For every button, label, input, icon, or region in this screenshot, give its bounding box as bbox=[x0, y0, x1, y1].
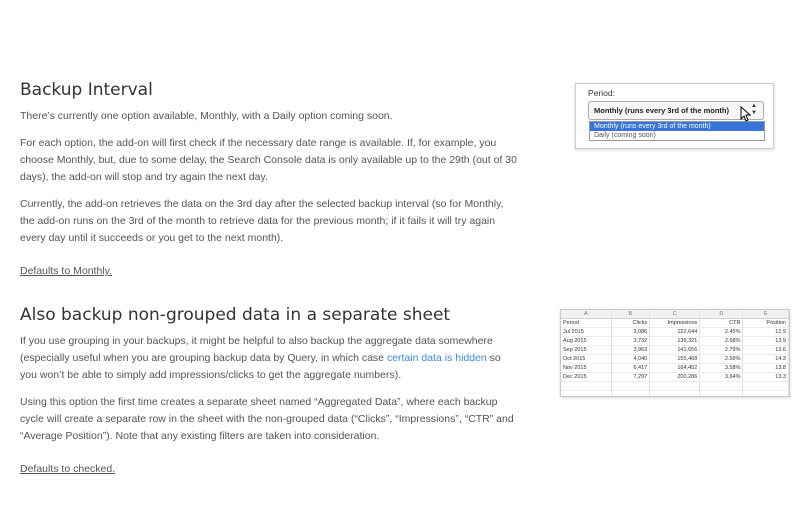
table-cell: 3.64% bbox=[700, 373, 743, 382]
backup-interval-paragraph: For each option, the add-on will first check if the necessary date range is available. If, for example, you choose Monthly, but, due to some delay, the Search Console data is only available up to the 29th (out of 30 days), the add-on will stop and try again the next day. bbox=[20, 137, 517, 183]
table-cell: 13.9 bbox=[743, 337, 789, 346]
table-row bbox=[561, 346, 789, 355]
text-span: so you won’t be able to simply add impressions/clicks to get the aggregate numbers). bbox=[20, 352, 501, 381]
column-letter: D bbox=[700, 310, 743, 319]
table-cell: 139,321 bbox=[650, 337, 700, 346]
table-cell: 3.58% bbox=[700, 364, 743, 373]
backup-interval-paragraph: There’s currently one option available, Monthly, with a Daily option coming soon. bbox=[20, 110, 393, 122]
table-row bbox=[561, 364, 789, 373]
backup-interval-default: Defaults to Monthly. bbox=[20, 265, 113, 277]
table-cell: 2.45% bbox=[700, 328, 743, 337]
header-cell: Clicks bbox=[611, 319, 650, 328]
table-cell: 164,452 bbox=[650, 364, 700, 373]
aggregated-data-sheet-screenshot bbox=[560, 309, 790, 397]
table-row bbox=[561, 373, 789, 382]
table-cell: Aug 2015 bbox=[561, 337, 611, 346]
period-option-daily[interactable]: Daily (coming soon) bbox=[594, 132, 656, 139]
header-cell: CTR bbox=[700, 319, 743, 328]
period-label: Period: bbox=[588, 88, 615, 98]
table-cell: 6,417 bbox=[611, 364, 650, 373]
table-row bbox=[561, 355, 789, 364]
table-cell: 155,468 bbox=[650, 355, 700, 364]
column-letters-row bbox=[561, 310, 789, 319]
empty-row bbox=[561, 391, 789, 398]
period-options-list bbox=[589, 121, 765, 141]
backup-interval-section bbox=[20, 80, 520, 290]
table-cell: 3,086 bbox=[611, 328, 650, 337]
table-cell: 2.68% bbox=[700, 337, 743, 346]
table-cell: 13.3 bbox=[743, 373, 789, 382]
table-cell: 12.9 bbox=[743, 328, 789, 337]
table-cell: 3,732 bbox=[611, 337, 650, 346]
table-cell: 13.6 bbox=[743, 346, 789, 355]
table-cell: 14.3 bbox=[743, 355, 789, 364]
table-cell: Nov 2015 bbox=[561, 364, 611, 373]
non-grouped-section bbox=[20, 305, 520, 488]
table-cell: 3,963 bbox=[611, 346, 650, 355]
table-cell: Dec 2015 bbox=[561, 373, 611, 382]
table-cell: 200,286 bbox=[650, 373, 700, 382]
table-cell: 2.79% bbox=[700, 346, 743, 355]
period-option-monthly[interactable]: Monthly (runs every 3rd of the month) bbox=[590, 122, 764, 131]
table-cell: 13.8 bbox=[743, 364, 789, 373]
select-arrows-icon: ▲ ▼ bbox=[751, 103, 757, 116]
column-letter: E bbox=[743, 310, 789, 319]
non-grouped-paragraph: Using this option the first time creates a separate sheet named “Aggregated Data”, where each backup cycle will create a separate row in the sheet with the non-grouped data (“Clicks”, “Impressions”, “CTR” and “Average Position”). Note that any existing filters are taken into consideration. bbox=[20, 396, 514, 442]
column-letter: B bbox=[611, 310, 650, 319]
header-cell: Period bbox=[561, 319, 611, 328]
non-grouped-default: Defaults to checked. bbox=[20, 463, 116, 475]
non-grouped-heading: Also backup non-grouped data in a separate sheet bbox=[20, 305, 451, 325]
table-cell: 141,656 bbox=[650, 346, 700, 355]
period-selected-value: Monthly (runs every 3rd of the month) bbox=[594, 106, 730, 115]
table-cell: Jul 2015 bbox=[561, 328, 611, 337]
backup-interval-paragraph: Currently, the add-on retrieves the data on the 3rd day after the selected backup interval (so for Monthly, the add-on runs on the 3rd of the month to retrieve data for the previous month; if it fails it will try again every day until it succeeds or you get to the next month). bbox=[20, 198, 504, 244]
backup-interval-heading: Backup Interval bbox=[20, 80, 153, 100]
table-row bbox=[561, 337, 789, 346]
period-select[interactable] bbox=[588, 101, 764, 120]
table-cell: 122,644 bbox=[650, 328, 700, 337]
table-cell: 2.59% bbox=[700, 355, 743, 364]
mouse-cursor-icon bbox=[740, 106, 752, 122]
period-dropdown-screenshot bbox=[575, 83, 774, 149]
non-grouped-paragraph bbox=[20, 333, 520, 384]
column-letter: A bbox=[561, 310, 611, 319]
text-span: If you use grouping in your backups, it might be helpful to also backup the aggregate data somewhere (especially useful when you are grouping backup data by Query, in which case bbox=[20, 335, 493, 364]
aggregated-data-table bbox=[561, 310, 789, 397]
certain-data-hidden-link[interactable]: certain data is hidden bbox=[386, 352, 487, 364]
table-cell: 4,040 bbox=[611, 355, 650, 364]
table-cell: Sep 2015 bbox=[561, 346, 611, 355]
header-cell: Position bbox=[743, 319, 789, 328]
table-row bbox=[561, 328, 789, 337]
table-cell: Oct 2015 bbox=[561, 355, 611, 364]
column-letter: C bbox=[650, 310, 700, 319]
table-cell: 7,297 bbox=[611, 373, 650, 382]
header-cell: Impressions bbox=[650, 319, 700, 328]
header-row bbox=[561, 319, 789, 328]
empty-row bbox=[561, 382, 789, 391]
